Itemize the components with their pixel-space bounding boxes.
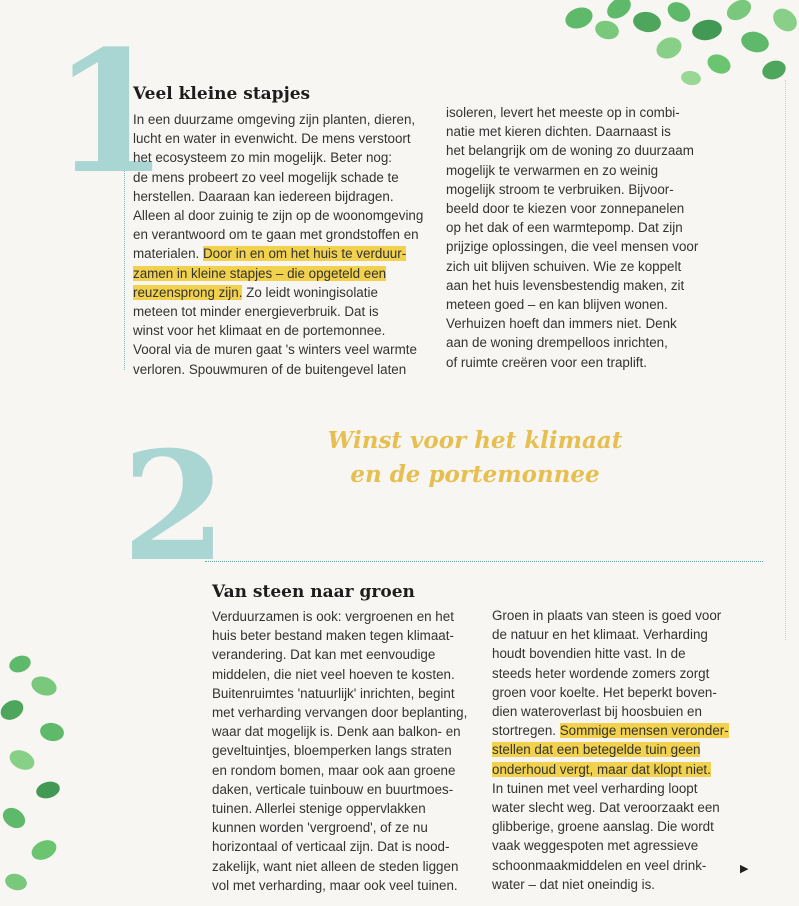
body-text: kunnen worden 'vergroend', of ze nu: [212, 820, 428, 836]
body-text: zakelijk, want niet alleen de steden liggen: [212, 858, 459, 874]
text-line: [492, 644, 762, 663]
body-text: isoleren, levert het meeste op in combi-: [446, 105, 680, 120]
text-line: [212, 626, 487, 645]
text-line: [133, 302, 433, 321]
text-line: [492, 779, 762, 798]
body-text: mogelijk te verwarmen en zo weinig: [446, 162, 659, 178]
text-line: [133, 264, 433, 283]
body-text: middelen, die niet veel hoeven te kosten.: [212, 666, 455, 682]
text-line: [133, 206, 433, 225]
text-line: [492, 760, 762, 779]
body-text: meteen tot minder energieverbruik. Dat is: [133, 304, 379, 320]
body-text: aan de woning drempelloos inrichten,: [446, 335, 668, 351]
text-line: [212, 876, 487, 895]
pull-quote: [300, 424, 650, 492]
text-line: [133, 283, 433, 302]
text-line: [133, 244, 433, 263]
text-line: [446, 161, 746, 180]
text-line: [212, 837, 487, 856]
text-line: [492, 817, 762, 836]
body-text: verloren. Spouwmuren of de buitengevel laten: [133, 361, 407, 377]
body-text: lucht en water in evenwicht. De mens verstoort: [133, 131, 411, 147]
body-text: Verduurzamen is ook: vergroenen en het: [212, 609, 454, 624]
body-text: zich uit blijven schuiven. Wie ze koppelt: [446, 258, 682, 274]
body-text: schoonmaakmiddelen en veel drink-: [492, 857, 707, 873]
body-text: steeds heter wordende zomers zorgt: [492, 665, 710, 681]
text-line: [446, 122, 746, 141]
section1-column-right: [446, 103, 746, 372]
body-text: natie met kieren dichten. Daarnaast is: [446, 124, 671, 140]
body-text: water slecht weg. Dat veroorzaakt een: [492, 800, 720, 816]
text-line: [446, 199, 746, 218]
text-line: [446, 314, 746, 333]
text-line: [212, 703, 487, 722]
text-line: [212, 722, 487, 741]
pull-quote-line-1: Winst voor het klimaat: [327, 427, 623, 454]
text-line: [212, 857, 487, 876]
body-text: glibberige, groene aanslag. Die wordt: [492, 819, 714, 835]
body-text: op het dak of een warmtepomp. Dat zijn: [446, 220, 683, 236]
body-text: horizontaal of verticaal zijn. Dat is nood-: [212, 839, 450, 855]
text-line: [212, 645, 487, 664]
text-line: [446, 257, 746, 276]
section-title-2: Van steen naar groen: [212, 582, 415, 602]
text-line: [133, 148, 433, 167]
body-text: de natuur en het klimaat. Verharding: [492, 627, 708, 643]
body-text: In een duurzame omgeving zijn planten, dieren,: [133, 112, 416, 127]
section-title-1: Veel kleine stapjes: [133, 84, 311, 104]
body-text: verandering. Dat kan met eenvoudige: [212, 647, 436, 663]
highlighted-text: Sommige mensen veronder-: [559, 723, 729, 739]
text-line: [212, 684, 487, 703]
text-line: [446, 141, 746, 160]
text-line: [446, 180, 746, 199]
text-line: [446, 295, 746, 314]
text-line: [212, 665, 487, 684]
text-line: [133, 110, 433, 129]
text-line: [133, 321, 433, 340]
text-line: [212, 780, 487, 799]
highlighted-text: reuzensprong zijn.: [133, 284, 243, 300]
text-line: [446, 218, 746, 237]
section2-column-left: [212, 607, 487, 895]
body-text: en verantwoord om te gaan met grondstoffen en: [133, 227, 419, 243]
body-text: Verhuizen hoeft dan immers niet. Denk: [446, 316, 677, 332]
text-line: [492, 664, 762, 683]
body-text: aan het huis levensbestendig maken, zit: [446, 277, 685, 293]
text-line: [492, 606, 762, 625]
body-text: met verharding vervangen door beplanting,: [212, 705, 468, 721]
text-line: [492, 625, 762, 644]
body-text: tuinen. Allerlei stenige oppervlakken: [212, 801, 426, 817]
body-text: huis beter bestand maken tegen klimaat-: [212, 628, 454, 644]
body-text: dien wateroverlast bij hoosbuien en: [492, 704, 702, 720]
text-line: [133, 129, 433, 148]
body-text: Vooral via de muren gaat 's winters veel warmte: [133, 342, 417, 358]
body-text: en rondom bomen, maar ook aan groene: [212, 762, 456, 778]
text-line: [212, 741, 487, 760]
body-text: materialen.: [133, 246, 203, 262]
text-line: [133, 187, 433, 206]
text-line: [446, 103, 746, 122]
text-line: [133, 340, 433, 359]
text-line: [212, 818, 487, 837]
body-text: water – dat niet oneindig is.: [492, 876, 656, 892]
vertical-guide-line-right: [785, 80, 786, 640]
highlighted-text: stellen dat een betegelde tuin geen: [492, 742, 701, 758]
body-text: Alleen al door zuinig te zijn op de woonomgeving: [133, 208, 424, 224]
highlighted-text: onderhoud vergt, maar dat klopt niet.: [492, 761, 711, 777]
text-line: [446, 237, 746, 256]
text-line: [446, 276, 746, 295]
text-line: [446, 333, 746, 352]
body-text: prijzige oplossingen, die veel mensen voor: [446, 239, 699, 255]
body-text: vol met verharding, maar ook veel tuinen.: [212, 877, 458, 893]
text-line: [492, 740, 762, 759]
body-text: mogelijk stroom te verbruiken. Bijvoor-: [446, 181, 674, 197]
body-text: vaak weggespoten met agressieve: [492, 838, 699, 854]
text-line: [492, 856, 762, 875]
text-line: [446, 353, 746, 372]
text-line: [492, 702, 762, 721]
text-line: [133, 168, 433, 187]
body-text: In tuinen met veel verharding loopt: [492, 780, 698, 796]
body-text: geveltuintjes, bloemperken langs straten: [212, 743, 452, 759]
body-text: Groen in plaats van steen is goed voor: [492, 608, 722, 623]
body-text: Zo leidt woningisolatie: [242, 284, 378, 300]
pull-quote-line-2: en de portemonnee: [350, 461, 600, 488]
text-line: [212, 799, 487, 818]
text-line: [133, 225, 433, 244]
text-line: [492, 798, 762, 817]
text-line: [212, 607, 487, 626]
body-text: beeld door te kiezen voor zonnepanelen: [446, 201, 685, 217]
body-text: herstellen. Daaraan kan iedereen bijdragen.: [133, 188, 394, 204]
text-line: [212, 761, 487, 780]
section1-column-left: [133, 110, 433, 379]
body-text: het ecosysteem zo min mogelijk. Beter nog:: [133, 150, 393, 166]
body-text: stortregen.: [492, 723, 560, 739]
leaves-decoration-top-right: [559, 0, 799, 100]
body-text: het belangrijk om de woning zo duurzaam: [446, 143, 694, 159]
body-text: meteen goed – en kan blijven wonen.: [446, 297, 668, 313]
body-text: houdt bovendien hitte vast. In de: [492, 646, 686, 662]
highlighted-text: Door in en om het huis te verduur-: [202, 246, 407, 262]
continue-arrow-icon: ▶: [740, 862, 749, 875]
text-line: [492, 875, 762, 894]
horizontal-divider: [205, 561, 763, 562]
text-line: [492, 683, 762, 702]
body-text: of ruimte creëren voor een traplift.: [446, 354, 647, 370]
leaves-decoration-bottom-left: [0, 650, 75, 906]
body-text: winst voor het klimaat en de portemonnee.: [133, 323, 386, 339]
highlighted-text: zamen in kleine stapjes – die opgeteld een: [133, 265, 387, 281]
section2-column-right: [492, 606, 762, 894]
text-line: [492, 836, 762, 855]
body-text: daken, verticale tuinbouw en buurtmoes-: [212, 781, 454, 797]
body-text: groen voor koelte. Het beperkt boven-: [492, 684, 717, 700]
text-line: [492, 721, 762, 740]
text-line: [133, 360, 433, 379]
body-text: Buitenruimtes 'natuurlijk' inrichten, begint: [212, 685, 455, 701]
body-text: waar dat mogelijk is. Denk aan balkon- en: [212, 724, 461, 740]
section-number-2: 2: [122, 419, 227, 595]
section-number-1: 1: [52, 13, 169, 211]
body-text: de mens probeert zo veel mogelijk schade te: [133, 169, 399, 185]
